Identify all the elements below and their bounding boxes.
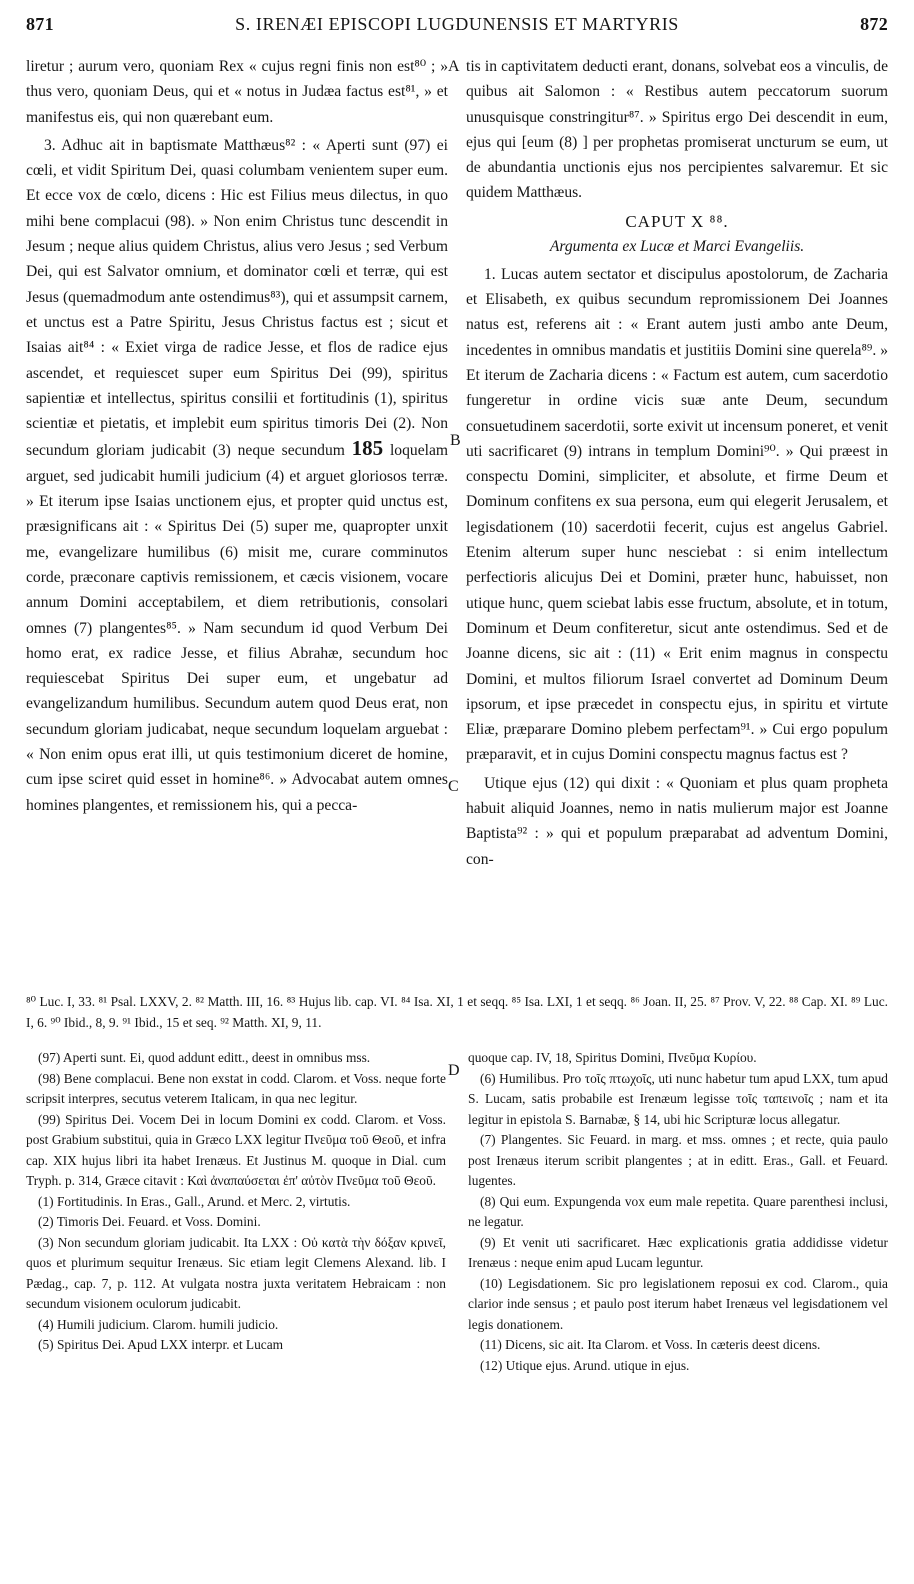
page-number-right: 872: [860, 14, 888, 34]
margin-letter-d: D: [448, 1062, 460, 1079]
note-item: (8) Qui eum. Expungenda vox eum male repetita. Quare parenthesi inclusi, ne legatur.: [468, 1193, 888, 1229]
note-item: (2) Timoris Dei. Feuard. et Voss. Domini.: [38, 1214, 261, 1229]
note-item: (3) Non secundum gloriam judicabit. Ita LXX : Οὐ κατὰ τὴν δόξαν κρινεῖ, quos et plurimum sequitur Irenæus. Sic etiam legit Clemens Alexand. lib. I Pædag., cap. 7, p. 112. At vulgata nostra juxta veritatem Hebraicam : non secundum visionem oculorum judicabit.: [26, 1234, 446, 1311]
paragraph: [26, 133, 448, 818]
running-header: [26, 14, 888, 44]
note-item: (5) Spiritus Dei. Apud LXX interpr. et Lucam: [38, 1337, 284, 1352]
note-item: (9) Et venit uti sacrificaret. Hæc explicationis gratia addidisse videtur Irenæus : neque enim apud Lucam leguntur.: [468, 1234, 888, 1270]
note-item: (11) Dicens, sic ait. Ita Clarom. et Voss. In cæteris deest dicens.: [480, 1337, 821, 1352]
left-text-column: [26, 54, 448, 818]
note-item: (99) Spiritus Dei. Vocem Dei in locum Domini ex codd. Clarom. et Voss. post Grabium substitui, quia in Græco LXX legitur Πνεῦμα τοῦ Θεοῦ, et infra cap. XIX hujus libri ita habet Irenæus. Et Justinus M. quoque in Dial. cum Tryph. p. 314, Græce citavit : Καὶ ἀναπαύσεται ἐπ' αὐτὸν Πνεῦμα τοῦ Θεοῦ.: [26, 1111, 446, 1188]
margin-letter-a: A: [448, 58, 460, 75]
running-title: S. IRENÆI EPISCOPI LUGDUNENSIS ET MARTYRIS: [235, 14, 679, 34]
margin-letter-c: C: [448, 778, 459, 795]
paragraph-text: 3. Adhuc ait in baptismate Matthæus⁸² : « Aperti sunt (97) ei cœli, et vidit Spiritum Dei, quasi columbam venientem super eum. Et ecce vox de cœlo, dicens : Hic est Filius meus dilectus, in quo mihi bene complacui (98). » Non enim Christus tunc descendit in Jesum ; neque alius quidem Christus, alius vero Jesus ; sed Verbum Dei, qui est Salvator omnium, et dominator cœli et terræ, qui est Jesus (quemadmodum ante ostendimus⁸³), qui et assumpsit carnem, et unctus est a Patre Spiritu, Jesus Christus factus est ; sicut et Isaias ait⁸⁴ : « Exiet virga de radice Jesse, et flos de radice ejus ascendet, et requiescet super eum Spiritus Dei (99), spiritus sapientiæ et intellectus, spiritus consilii et fortitudinis (1), spiritus scientiæ et pietatis, et implebit eum spiritus timoris Dei (2). Non secundum gloriam judicabit (3) neque secundum: [26, 136, 448, 460]
note-item: (98) Bene complacui. Bene non exstat in codd. Clarom. et Voss. neque forte scripsit interpres, secutus veterem Italicam, in qua nec legitur.: [26, 1070, 446, 1106]
paragraph: 1. Lucas autem sectator et discipulus apostolorum, de Zacharia et Elisabeth, ex quibus secundum repromissionem Dei Joannes natus est, referens ait : « Erant autem justi ambo ante Deum, incedentes in omnibus mandatis et justitiis Domini sine querela⁸⁹. » Et iterum de Zacharia dicens : « Factum est autem, cum sacerdotio fungeretur in ordine vicis suæ ante Deum, secundum consuetudinem sacerdotii, sorte exivit ut incensum poneret, et venit uti sacrificaret (9) intrans in templum Domini⁹⁰. » Qui præest in conspectu Domini, simpliciter, et absolute, et firme Deum et Dominum confitens ex sua persona, eum qui elegerit Jerusalem, et legisdationem (10) sacerdotii fecerit, cujus est angelus Gabriel. Etenim alterum super hunc nesciebat : si enim intellectum perfectioris alicujus Dei et Domini, præter hunc, habuisset, non utique hunc, quem sciebat labis esse fructum, absolute, et in totum, Dominum et Deum confiteretur, sicut ante ostendimus. Sed et de Joanne dicens, sic ait : (11) « Erit enim magnus in conspectu Domini, et multos filiorum Israel convertet ad Dominum Deum ipsorum, et ipse præcedet in conspectu ejus, in spiritu et virtute Eliæ, præparare Domino plebem perfectam⁹¹. » Cui ergo populum præparavit, et in cujus Domini conspectu magnus factus est ?: [466, 265, 888, 764]
notes-left-column: [26, 1048, 446, 1356]
chapter-heading: CAPUT X ⁸⁸.: [625, 211, 729, 231]
note-item: (97) Aperti sunt. Ei, quod addunt editt., deest in omnibus mss.: [38, 1050, 371, 1065]
note-item: quoque cap. IV, 18, Spiritus Domini, Πνεῦμα Κυρίου.: [468, 1050, 757, 1065]
paragraph: tis in captivitatem deducti erant, donans, solvebat eos a vinculis, de quibus ait Salomon : « Restibus autem peccatorum suorum unusquisque constringitur⁸⁷. » Spiritus ergo Dei descendit in eum, ejus qui [eum (8) ] per prophetas promiserat uncturum se eum, ut de abundantia unctionis ejus nos percipientes salvaremur. Et sic quidem Matthæus.: [466, 58, 888, 202]
note-item: (12) Utique ejus. Arund. utique in ejus.: [480, 1357, 690, 1373]
edition-page-number: 185: [351, 436, 384, 461]
note-item: (4) Humili judicium. Clarom. humili judicio.: [38, 1316, 279, 1332]
note-item: (1) Fortitudinis. In Eras., Gall., Arund. et Merc. 2, virtutis.: [38, 1193, 351, 1209]
margin-letter-b: B: [450, 432, 461, 449]
paragraph: liretur ; aurum vero, quoniam Rex « cujus regni finis non est⁸⁰ ; » thus vero, quoniam Deus, qui et « notus in Judæa factus est⁸¹, » et manifestus eis, qui non quærebant eum.: [26, 58, 448, 126]
note-item: (10) Legisdationem. Sic pro legislationem reposui ex cod. Clarom., quia clarior inde sensus ; et paulo post iterum habet Irenæus vel legisdationem vel legis donationem.: [468, 1275, 888, 1332]
notes-right-column: [468, 1048, 888, 1376]
paragraph: Utique ejus (12) qui dixit : « Quoniam et plus quam propheta habuit aliquid Joannes, nemo in natis mulierum major est Joanne Baptista⁹² : » qui et populum præparabat ad adventum Domini, con-: [466, 774, 888, 868]
right-text-column: [466, 54, 888, 872]
chapter-argument: Argumenta ex Lucæ et Marci Evangeliis.: [549, 237, 805, 255]
note-item: (7) Plangentes. Sic Feuard. in marg. et mss. omnes ; et recte, quia paulo post Irenæus iterum scribit plangentes ; at in editt. Eras., Gall. et Feuard. lugentes.: [468, 1132, 888, 1188]
scripture-references: ⁸⁰ Luc. I, 33. ⁸¹ Psal. LXXV, 2. ⁸² Matth. III, 16. ⁸³ Hujus lib. cap. VI. ⁸⁴ Isa. XI, 1 et seqq. ⁸⁵ Isa. LXI, 1 et seqq. ⁸⁶ Joan. II, 25. ⁸⁷ Prov. V, 22. ⁸⁸ Cap. XI. ⁸⁹ Luc. I, 6. ⁹⁰ Ibid., 8, 9. ⁹¹ Ibid., 15 et seq. ⁹² Matth. XI, 9, 11.: [26, 994, 888, 1030]
page-number-left: 871: [26, 14, 54, 34]
paragraph-text: loquelam arguet, sed judicabit humili judicium (4) et arguet gloriosos terræ. » Et iterum ipse Isaias unctionem ejus, et propter quid unctus est, præsignificans ait : « Spiritus Dei (5) super me, quapropter unxit me, evangelizare humilibus (6) misit me, curare comminutos corde, præconare captivis remissionem, et cæcis visionem, vocare annum Domini acceptabilem, et diem retributionis, consolari omnes (7) plangentes⁸⁵. » Nam secundum id quod Verbum Dei homo erat, ex radice Jesse, et filius Abrahæ, secundum hoc requiescebat Spiritus Dei super eum, et ungebatur ad evangelizandum humilibus. Secundum autem quod Deus erat, non secundum gloriam judicabat, neque secundum loquelam arguebat : « Non enim opus erat illi, ut quis testimonium diceret de homine, cum ipse sciret quid esset in homine⁸⁶. » Advocabat autem omnes homines plangentes, et remissionem his, qui a pecca-: [26, 442, 448, 814]
note-item: (6) Humilibus. Pro τοῖς πτωχοῖς, uti nunc habetur tum apud LXX, tum apud S. Lucam, satis probabile est Irenæum legisse τοῖς ταπεινοῖς ; nam et ita legitur in epistola S. Barnabæ, § 14, ubi hic Scripturæ locus allegatur.: [468, 1070, 888, 1127]
